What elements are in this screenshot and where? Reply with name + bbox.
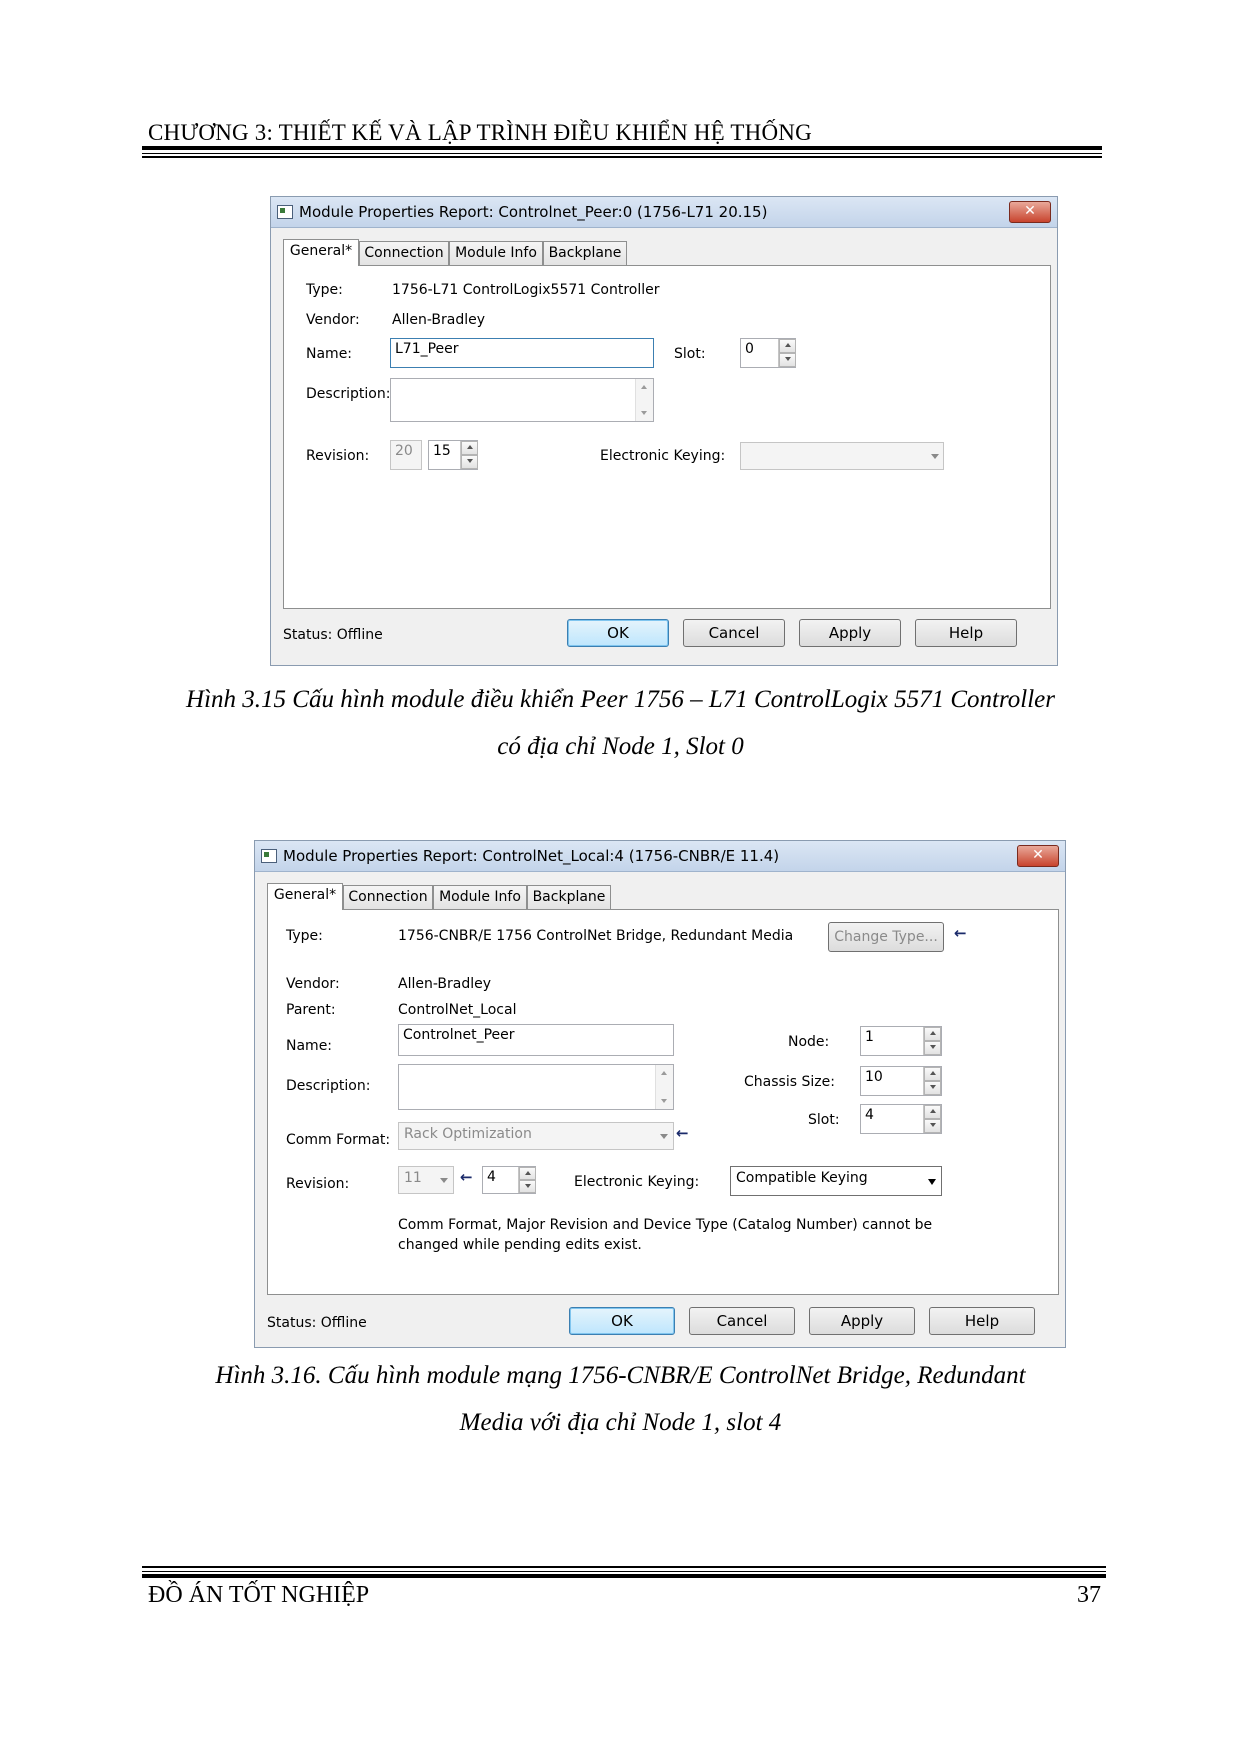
- description-input[interactable]: [390, 378, 654, 422]
- type-label: Type:: [286, 928, 323, 944]
- revision-minor-input[interactable]: 15: [428, 440, 478, 470]
- vendor-value: Allen-Bradley: [398, 976, 492, 992]
- chevron-down-icon: [931, 454, 939, 459]
- slot-label: Slot:: [808, 1112, 840, 1128]
- cancel-button[interactable]: Cancel: [689, 1307, 795, 1335]
- vendor-value: Allen-Bradley: [392, 312, 486, 328]
- apply-button[interactable]: Apply: [809, 1307, 915, 1335]
- general-panel: [267, 909, 1059, 1295]
- type-value: 1756-L71 ControlLogix5571 Controller: [392, 282, 660, 298]
- parent-value: ControlNet_Local: [398, 1002, 517, 1018]
- comm-format-label: Comm Format:: [286, 1132, 391, 1148]
- help-button[interactable]: Help: [929, 1307, 1035, 1335]
- page-number: 37: [1077, 1582, 1101, 1608]
- description-label: Description:: [306, 386, 391, 402]
- description-scrollbar[interactable]: [635, 379, 653, 421]
- down-arrow-icon[interactable]: [461, 455, 478, 469]
- chevron-down-icon: [660, 1134, 668, 1139]
- node-input[interactable]: 1: [860, 1026, 942, 1056]
- keying-label: Electronic Keying:: [574, 1174, 700, 1190]
- down-arrow-icon[interactable]: [924, 1041, 941, 1055]
- comm-format-select: Rack Optimization: [398, 1122, 674, 1150]
- tab-connection[interactable]: Connection: [343, 885, 433, 909]
- slot-input[interactable]: 4: [860, 1104, 942, 1134]
- header-rule-bottom: [142, 156, 1102, 158]
- name-input[interactable]: L71_Peer: [390, 338, 654, 368]
- vendor-label: Vendor:: [306, 312, 360, 328]
- down-arrow-icon[interactable]: [924, 1119, 941, 1133]
- footer-rule-top: [142, 1566, 1106, 1568]
- dialog-title: Module Properties Report: Controlnet_Peer:0 (1756-L71 20.15): [299, 203, 768, 221]
- down-arrow-icon[interactable]: [779, 353, 796, 367]
- app-icon: [277, 205, 293, 219]
- status-text: Status: Offline: [267, 1315, 367, 1331]
- slot-stepper[interactable]: [778, 339, 796, 367]
- close-icon[interactable]: ✕: [1017, 845, 1059, 867]
- chassis-size-input[interactable]: 10: [860, 1066, 942, 1096]
- type-label: Type:: [306, 282, 343, 298]
- up-arrow-icon[interactable]: [924, 1105, 941, 1119]
- revision-stepper[interactable]: [460, 441, 478, 469]
- revision-label: Revision:: [306, 448, 370, 464]
- pointer-arrow-icon: ←: [676, 1124, 689, 1142]
- pending-edits-note-line1: Comm Format, Major Revision and Device Type (Catalog Number) cannot be: [398, 1217, 933, 1233]
- cancel-button[interactable]: Cancel: [683, 619, 785, 647]
- close-icon[interactable]: ✕: [1009, 201, 1051, 223]
- figure-caption-3-16-line1: Hình 3.16. Cấu hình module mạng 1756-CNBR/E ControlNet Bridge, Redundant: [215, 1362, 1026, 1389]
- node-stepper[interactable]: [923, 1027, 941, 1055]
- figure-caption-3-16-line2: Media với địa chỉ Node 1, slot 4: [459, 1409, 782, 1436]
- chassis-size-label: Chassis Size:: [744, 1074, 835, 1090]
- general-panel: [283, 265, 1051, 609]
- name-label: Name:: [286, 1038, 333, 1054]
- app-icon: [261, 849, 277, 863]
- description-label: Description:: [286, 1078, 371, 1094]
- revision-stepper[interactable]: [518, 1167, 536, 1193]
- footer-rule-thick: [142, 1574, 1106, 1578]
- help-button[interactable]: Help: [915, 619, 1017, 647]
- ok-button[interactable]: OK: [567, 619, 669, 647]
- parent-label: Parent:: [286, 1002, 336, 1018]
- tab-general[interactable]: General*: [283, 239, 359, 266]
- down-arrow-icon[interactable]: [924, 1081, 941, 1095]
- revision-major-select: 11: [398, 1166, 454, 1194]
- pointer-arrow-icon: ←: [954, 924, 967, 942]
- revision-minor-input[interactable]: 4: [482, 1166, 536, 1194]
- slot-input[interactable]: 0: [740, 338, 796, 368]
- description-input[interactable]: [398, 1064, 674, 1110]
- pointer-arrow-icon: ←: [460, 1168, 473, 1186]
- chevron-down-icon: [440, 1178, 448, 1183]
- status-text: Status: Offline: [283, 627, 383, 643]
- node-label: Node:: [788, 1034, 830, 1050]
- slot-stepper[interactable]: [923, 1105, 941, 1133]
- keying-select[interactable]: Compatible Keying: [730, 1166, 942, 1196]
- chapter-header: CHƯƠNG 3: THIẾT KẾ VÀ LẬP TRÌNH ĐIỀU KHIỂN HỆ THỐNG: [148, 120, 812, 145]
- keying-select: [740, 442, 944, 470]
- dialog-title: Module Properties Report: ControlNet_Local:4 (1756-CNBR/E 11.4): [283, 847, 780, 865]
- footer-rule-thin: [142, 1571, 1106, 1572]
- figure-caption-3-15-line1: Hình 3.15 Cấu hình module điều khiển Peer 1756 – L71 ControlLogix 5571 Controller: [186, 686, 1055, 713]
- up-arrow-icon[interactable]: [924, 1027, 941, 1041]
- description-scrollbar[interactable]: [655, 1065, 673, 1109]
- footer-title: ĐỒ ÁN TỐT NGHIỆP: [148, 1582, 370, 1608]
- module-properties-dialog-cnbr: [254, 840, 1066, 1348]
- header-rule-thick: [142, 146, 1102, 150]
- type-value: 1756-CNBR/E 1756 ControlNet Bridge, Redundant Media: [398, 928, 794, 944]
- revision-major-input: 20: [390, 440, 422, 470]
- up-arrow-icon[interactable]: [519, 1167, 536, 1180]
- module-properties-dialog-peer: [270, 196, 1058, 666]
- keying-label: Electronic Keying:: [600, 448, 726, 464]
- tab-backplane[interactable]: Backplane: [543, 241, 627, 265]
- tab-backplane[interactable]: Backplane: [527, 885, 611, 909]
- change-type-button[interactable]: Change Type...: [828, 922, 944, 952]
- up-arrow-icon[interactable]: [779, 339, 796, 353]
- tab-module-info[interactable]: Module Info: [449, 241, 543, 265]
- tab-module-info[interactable]: Module Info: [433, 885, 527, 909]
- chevron-down-icon: [928, 1179, 936, 1185]
- chassis-size-stepper[interactable]: [923, 1067, 941, 1095]
- header-rule-thin: [142, 153, 1102, 154]
- down-arrow-icon[interactable]: [519, 1180, 536, 1193]
- figure-caption-3-15-line2: có địa chỉ Node 1, Slot 0: [497, 733, 744, 760]
- dialog-titlebar: [271, 197, 1057, 228]
- tab-connection[interactable]: Connection: [359, 241, 449, 265]
- name-label: Name:: [306, 346, 353, 362]
- pending-edits-note-line2: changed while pending edits exist.: [398, 1237, 642, 1253]
- apply-button[interactable]: Apply: [799, 619, 901, 647]
- tab-general[interactable]: General*: [267, 883, 343, 910]
- vendor-label: Vendor:: [286, 976, 340, 992]
- up-arrow-icon[interactable]: [924, 1067, 941, 1081]
- revision-label: Revision:: [286, 1176, 350, 1192]
- dialog-titlebar: [255, 841, 1065, 872]
- name-input[interactable]: Controlnet_Peer: [398, 1024, 674, 1056]
- slot-label: Slot:: [674, 346, 706, 362]
- up-arrow-icon[interactable]: [461, 441, 478, 455]
- ok-button[interactable]: OK: [569, 1307, 675, 1335]
